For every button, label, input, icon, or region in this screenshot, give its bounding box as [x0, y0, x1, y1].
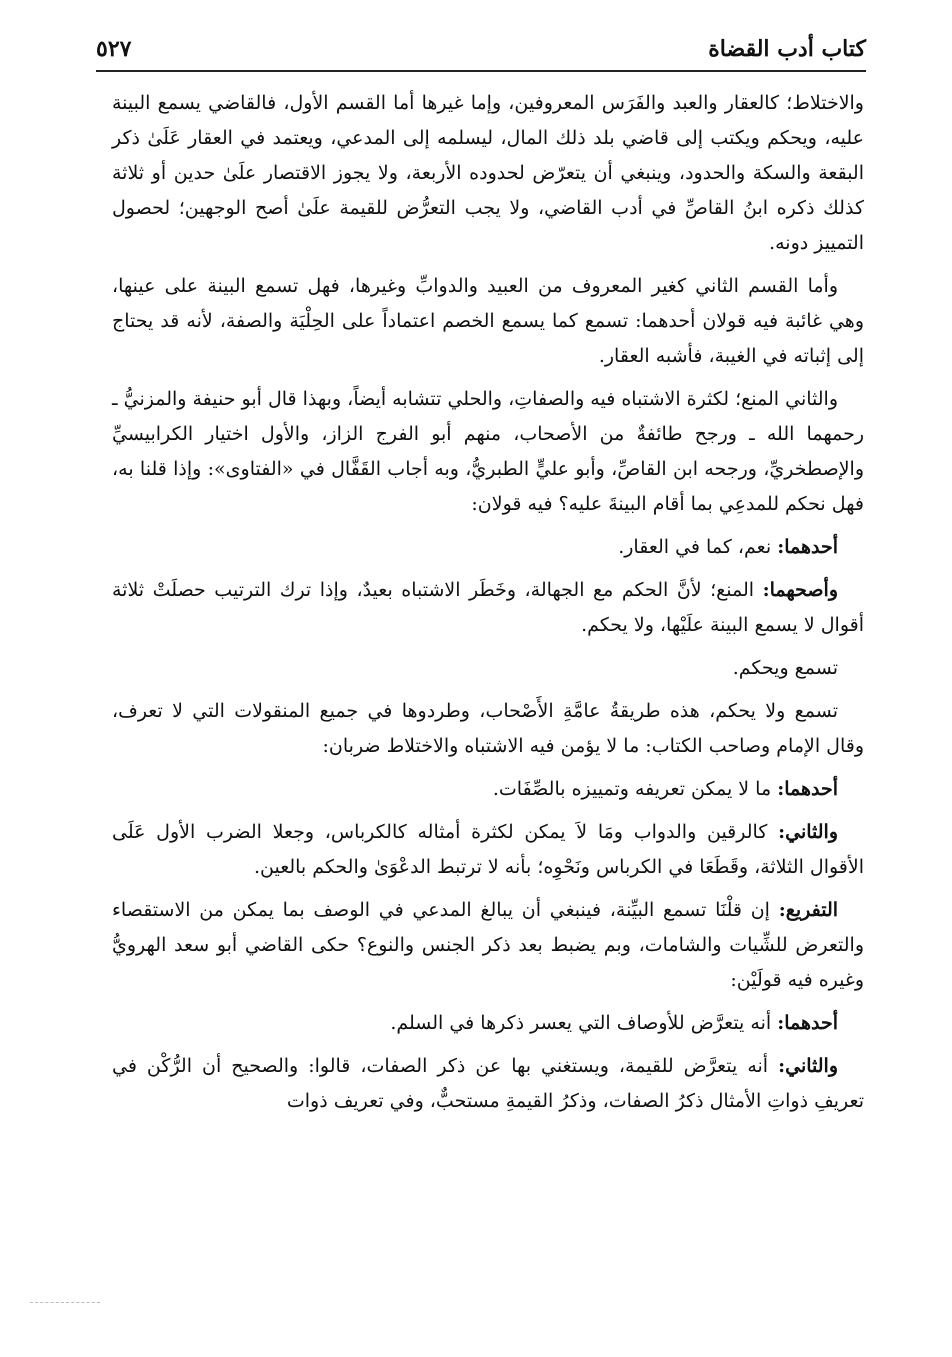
paragraph-lead: أحدهما: [777, 536, 838, 558]
paragraph: وأما القسم الثاني كغير المعروف من العبيد والدوابِّ وغيرها، فهل تسمع البينة على عينها، وهي غائبة فيه قولان أحدهما: تسمع كما يسمع الخصم اعتماداً على الحِلْيَة والصفة، لأنه قد يحتاج إلى إثباته في الغيبة، فأشبه العقار. [112, 275, 864, 367]
paragraph: والثاني: أنه يتعرَّض للقيمة، ويستغني بها عن ذكر الصفات، قالوا: والصحيح أن الرُّكْن في تعريفِ ذواتِ الأمثال ذكرُ الصفات، وذكرُ القيمةِ مستحبٌّ، وفي تعريف ذوات [112, 1055, 864, 1112]
paragraph: والاختلاط؛ كالعقار والعبد والفَرَس المعروفين، وإما غيرها أما القسم الأول، فالقاضي يسمع البينة عليه، ويحكم ويكتب إلى قاضي بلد ذلك المال، ليسلمه إلى المدعي، ويعتمد في العقار عَلَىٰ ذكر البقعة والسكة والحدود، وينبغي أن يتعرّض لحدوده الأربعة، ولا يجوز الاقتصار علَىٰ حدين أو ثلاثة كذلك ذكره ابنُ القاصِّ في أدب القاضي، ولا يجب التعرُّض للقيمة علَىٰ أصح الوجهين؛ لحصول التمييز دونه. [112, 92, 864, 254]
paragraph-lead: التفريع: [778, 899, 839, 921]
paragraph-lead: والثاني: [778, 1055, 838, 1077]
page-body [112, 86, 864, 1127]
paragraph: تسمع ولا يحكم، هذه طريقةُ عامَّةِ الأَصْحاب، وطردوها في جميع المنقولات التي لا تعرف، وقال الإمام وصاحب الكتاب: ما لا يؤمن فيه الاشتباه والاختلاط ضربان: [112, 700, 864, 757]
page-number: ٥٢٧ [96, 36, 132, 62]
header-rule [96, 70, 866, 72]
paragraph-lead: وأصحهما: [762, 579, 838, 601]
paragraph: والثاني المنع؛ لكثرة الاشتباه فيه والصفاتِ، والحلي تتشابه أيضاً، وبهذا قال أبو حنيفة والمزنيُّ ـ رحمهما الله ـ ورجح طائفةٌ من الأصحاب، منهم أبو الفرج الزاز، والأول اختيار الكرابيسيِّ والإصطخريِّ، ورجحه ابن القاصِّ، وأبو عليٍّ الطبريُّ، وبه أجاب القَفَّال في «الفتاوى»: وإذا قلنا به، فهل نحكم للمدعِي بما أقام البينةَ عليه؟ فيه قولان: [112, 388, 864, 515]
paragraph: وأصحهما: المنع؛ لأنَّ الحكم مع الجهالة، وخَطَر الاشتباه بعيدٌ، وإذا ترك الترتيب حصلَتْ ثلاثة أقوال لا يسمع البينة علَيْها، ولا يحكم. [112, 579, 864, 636]
paragraph: أحدهما: ما لا يمكن تعريفه وتمييزه بالصِّفَات. [492, 778, 838, 800]
paragraph: التفريع: إن قلْنَا تسمع البيِّنة، فينبغي أن يبالغ المدعي في الوصف بما يمكن من الاستقصاء والتعرض للشِّيات والشامات، وبم يضبط بعد ذكر الجنس والنوع؟ حكى القاضي أبو سعد الهرويُّ وغيره فيه قولَيْن: [112, 899, 864, 991]
paragraph-lead: أحدهما: [777, 778, 838, 800]
scan-artifact-line [30, 1302, 100, 1303]
paragraph: والثاني: كالرقين والدواب ومَا لاَ يمكن لكثرة أمثاله كالكرباس، وجعلا الضرب الأول عَلَى الأقوال الثلاثة، وقَطَعَا في الكرباس ونَحْوِه؛ بأنه لا ترتبط الدعْوَىٰ والحكم بالعين. [112, 821, 864, 878]
running-header [96, 30, 866, 70]
paragraph-lead: والثاني: [778, 821, 839, 843]
paragraph: أحدهما: أنه يتعرَّض للأوصاف التي يعسر ذكرها في السلم. [390, 1012, 838, 1034]
book-title: كتاب أدب القضاة [708, 36, 866, 62]
paragraph: أحدهما: نعم، كما في العقار. [618, 536, 838, 558]
paragraph: تسمع ويحكم. [732, 657, 838, 679]
paragraph-lead: أحدهما: [777, 1012, 838, 1034]
